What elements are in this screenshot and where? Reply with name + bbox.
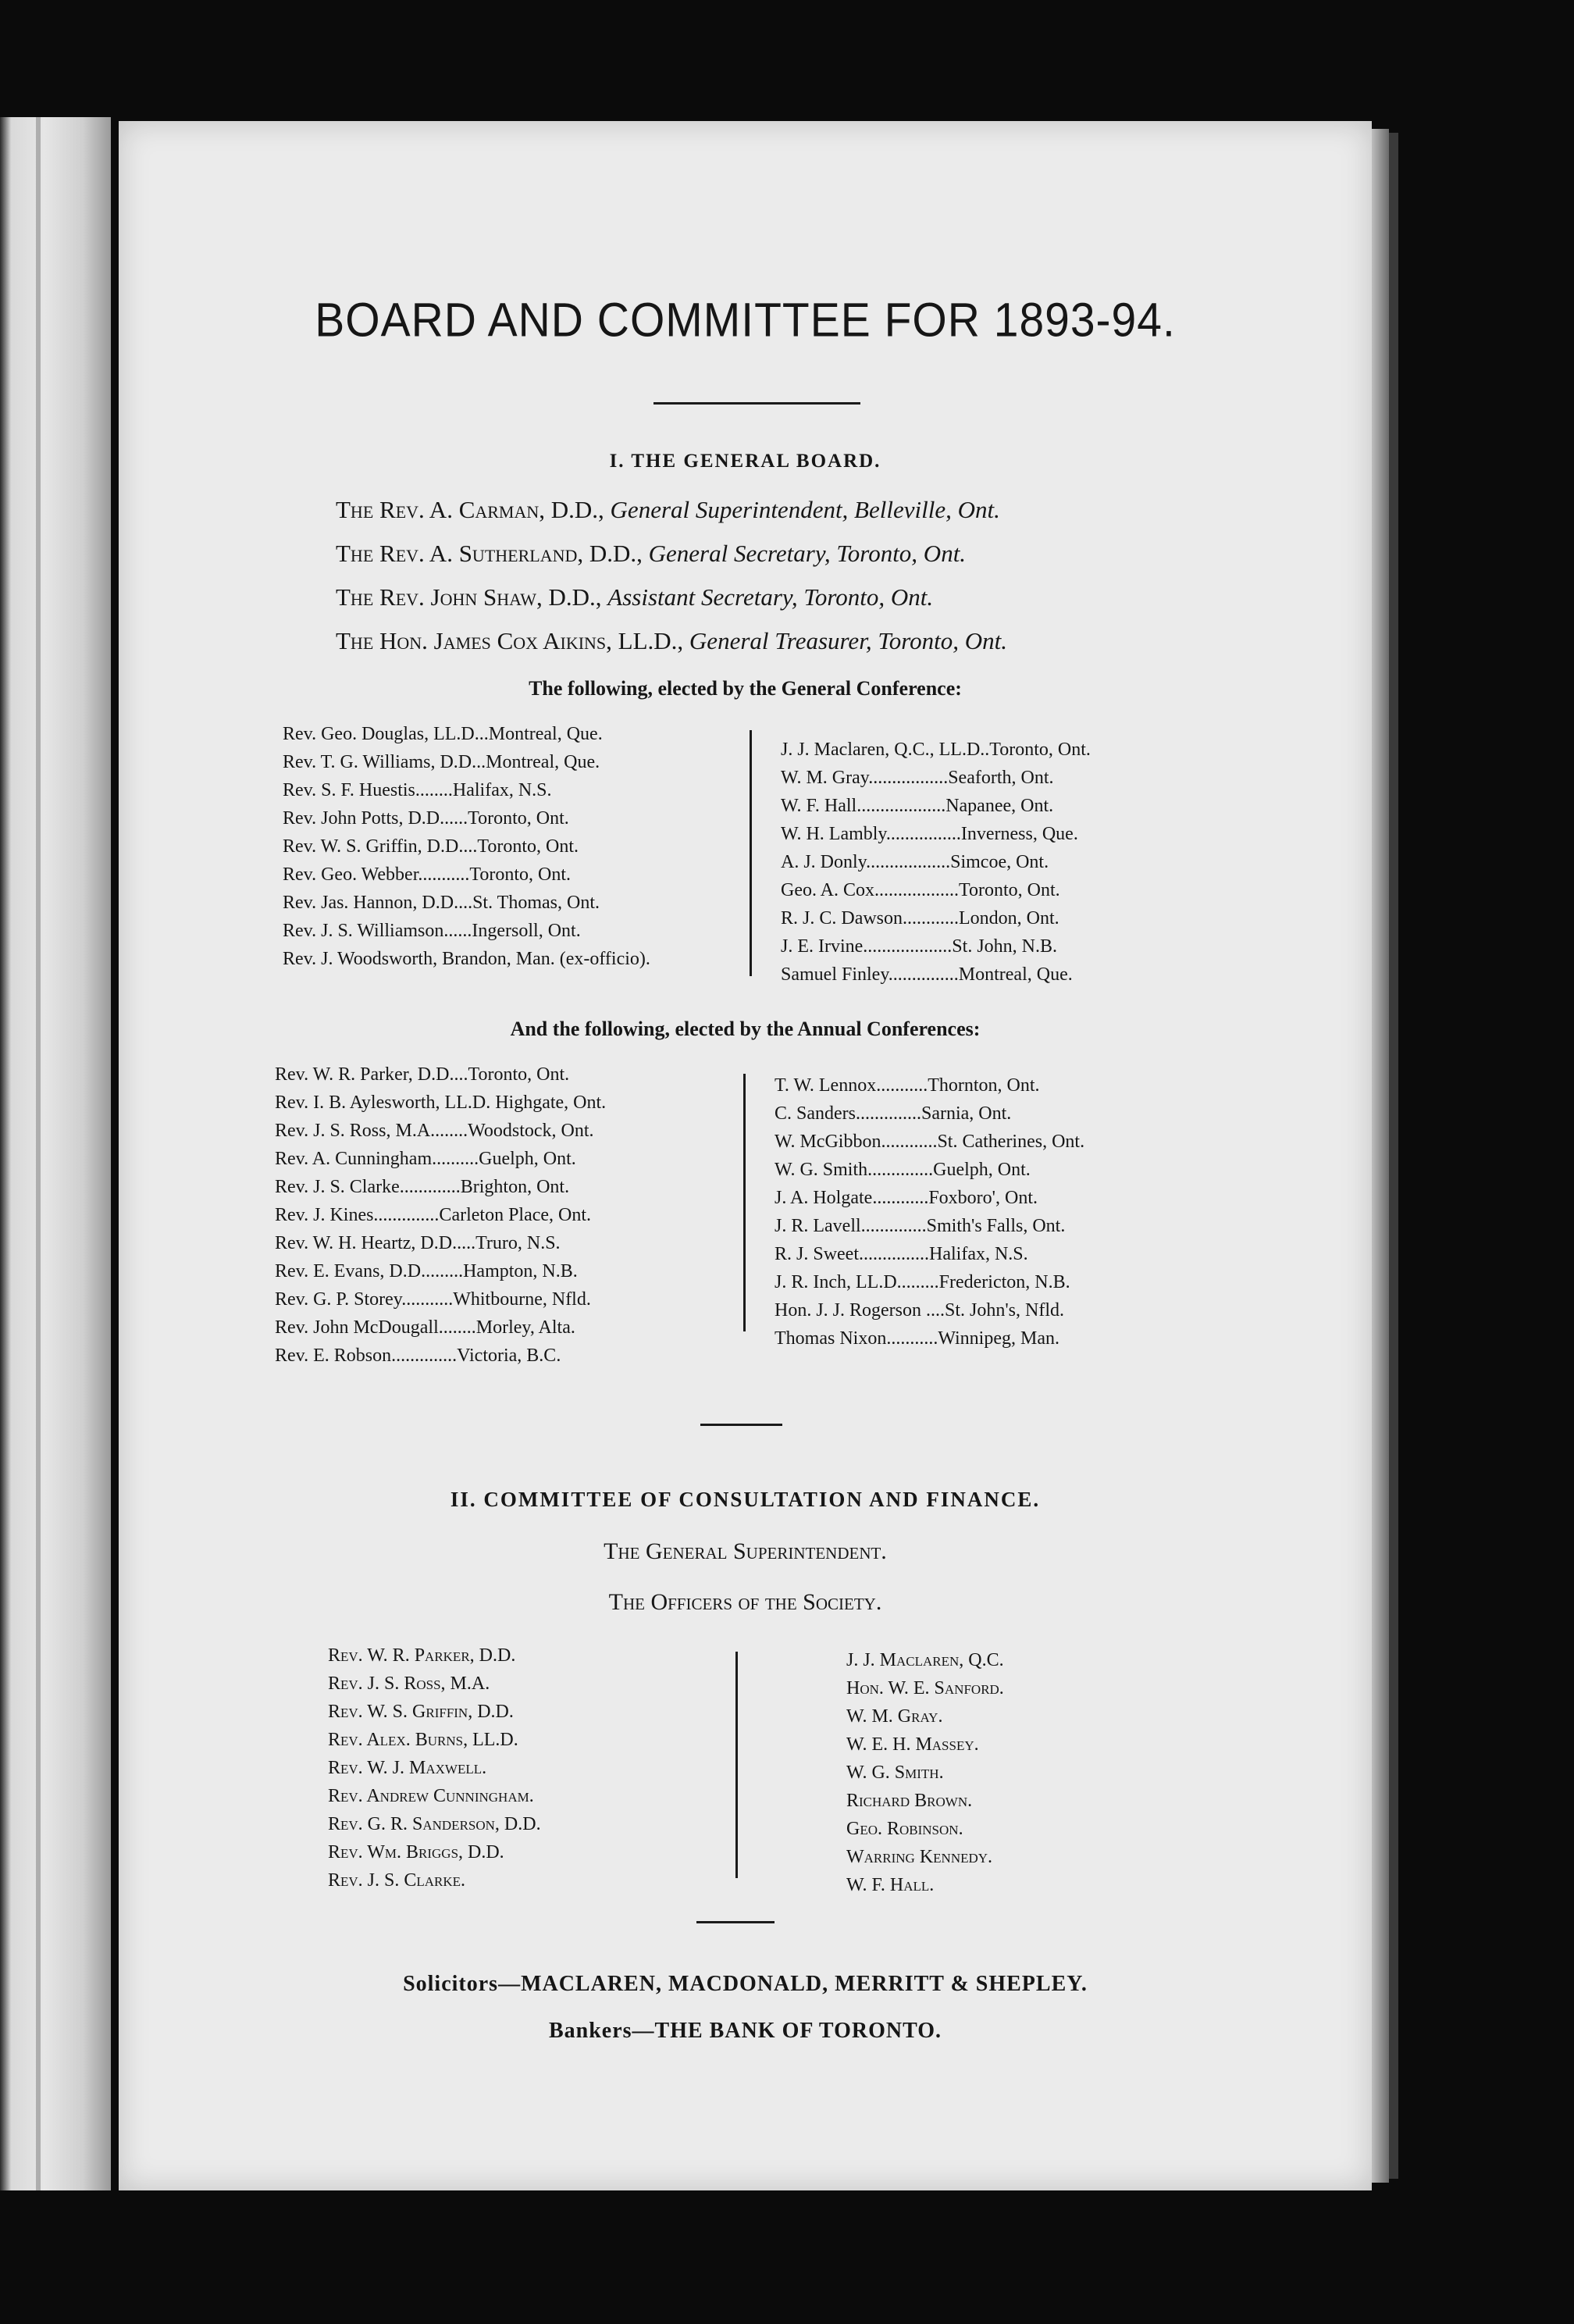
general-conference-heading: The following, elected by the General Conference: [529,677,962,700]
annual-left-member: Rev. W. H. Heartz, D.D.....Truro, N.S. [275,1233,561,1253]
officer-2 [336,540,966,568]
committee-column-divider [735,1652,738,1878]
page-edge-shadow [1389,133,1398,2179]
general-column-divider [750,730,752,976]
committee-left-member: Rev. Alex. Burns, LL.D. [328,1730,518,1750]
annual-left-member: Rev. E. Evans, D.D.........Hampton, N.B. [275,1261,578,1281]
annual-left-member: Rev. I. B. Aylesworth, LL.D. Highgate, Ont. [275,1092,607,1113]
officer-4-name: The Hon. James Cox Aikins, LL.D., [336,627,684,654]
general-left-member: Rev. Geo. Webber...........Toronto, Ont. [283,864,571,885]
general-right-member: Geo. A. Cox..................Toronto, Ont. [781,880,1060,900]
committee-left-member: Rev. W. S. Griffin, D.D. [328,1702,514,1722]
general-superintendent-line: The General Superintendent. [604,1538,887,1564]
officer-1-name: The Rev. A. Carman, D.D., [336,496,604,523]
committee-left-member: Rev. J. S. Clarke. [328,1870,466,1891]
annual-right-member: Hon. J. J. Rogerson ....St. John's, Nfld. [775,1300,1065,1321]
committee-right-member: Warring Kennedy. [846,1847,993,1867]
committee-right-member: Richard Brown. [846,1791,973,1811]
document-page [119,121,1372,2190]
officer-4 [336,627,1007,655]
officer-3-role: Assistant Secretary, Toronto, Ont. [607,583,934,611]
section2-heading: II. COMMITTEE OF CONSULTATION AND FINANCE. [450,1488,1041,1511]
annual-column-divider [743,1074,746,1331]
officer-4-role: General Treasurer, Toronto, Ont. [689,627,1007,654]
officer-2-role: General Secretary, Toronto, Ont. [648,540,967,567]
annual-right-member: J. R. Lavell..............Smith's Falls, Ont. [775,1216,1066,1236]
officers-of-society-line: The Officers of the Society. [608,1589,882,1615]
annual-left-member: Rev. A. Cunningham..........Guelph, Ont. [275,1149,576,1169]
officer-1-role: General Superintendent, Belleville, Ont. [610,496,1000,523]
general-left-member: Rev. S. F. Huestis........Halifax, N.S. [283,780,552,800]
annual-right-member: Thomas Nixon...........Winnipeg, Man. [775,1328,1059,1349]
general-left-member: Rev. T. G. Williams, D.D...Montreal, Que. [283,752,600,772]
officer-2-name: The Rev. A. Sutherland, D.D., [336,540,643,567]
general-right-member: R. J. C. Dawson............London, Ont. [781,908,1059,929]
committee-right-member: W. G. Smith. [846,1763,944,1783]
annual-left-member: Rev. E. Robson..............Victoria, B.C. [275,1346,561,1366]
general-left-member: Rev. J. S. Williamson......Ingersoll, Ont. [283,921,581,941]
general-left-member: Rev. Geo. Douglas, LL.D...Montreal, Que. [283,724,603,744]
annual-right-member: W. G. Smith..............Guelph, Ont. [775,1160,1031,1180]
committee-left-member: Rev. W. R. Parker, D.D. [328,1645,516,1666]
title-rule [653,402,860,405]
annual-left-member: Rev. J. S. Clarke.............Brighton, Ont. [275,1177,570,1197]
annual-right-member: R. J. Sweet...............Halifax, N.S. [775,1244,1028,1264]
committee-left-member: Rev. J. S. Ross, M.A. [328,1673,490,1694]
annual-conferences-heading: And the following, elected by the Annual Conferences: [510,1018,981,1040]
committee-left-member: Rev. Andrew Cunningham. [328,1786,534,1806]
general-left-member: Rev. Jas. Hannon, D.D....St. Thomas, Ont. [283,893,600,913]
left-page-edge [0,117,111,2190]
annual-right-member: C. Sanders..............Sarnia, Ont. [775,1103,1012,1124]
general-right-member: W. M. Gray.................Seaforth, Ont. [781,768,1054,788]
general-left-member: Rev. J. Woodsworth, Brandon, Man. (ex-officio). [283,949,650,969]
annual-right-member: J. A. Holgate............Foxboro', Ont. [775,1188,1038,1208]
officer-3 [336,583,933,611]
section1-heading: I. THE GENERAL BOARD. [609,451,881,472]
general-right-member: J. J. Maclaren, Q.C., LL.D..Toronto, Ont. [781,740,1091,760]
general-right-member: W. H. Lambly................Inverness, Que. [781,824,1078,844]
general-right-member: W. F. Hall...................Napanee, Ont. [781,796,1054,816]
annual-left-member: Rev. J. Kines..............Carleton Place, Ont. [275,1205,592,1225]
committee-left-member: Rev. W. J. Maxwell. [328,1758,487,1778]
footer-rule [696,1921,775,1923]
officer-3-name: The Rev. John Shaw, D.D., [336,583,602,611]
committee-right-member: J. J. Maclaren, Q.C. [846,1650,1004,1670]
general-right-member: Samuel Finley...............Montreal, Que. [781,964,1073,985]
committee-right-member: Geo. Robinson. [846,1819,963,1839]
bankers-line: Bankers—THE BANK OF TORONTO. [548,2019,942,2043]
committee-left-member: Rev. G. R. Sanderson, D.D. [328,1814,541,1834]
officer-1 [336,496,1000,524]
solicitors-line: Solicitors—MACLAREN, MACDONALD, MERRITT & SHEPLEY. [403,1972,1088,1996]
annual-left-member: Rev. J. S. Ross, M.A........Woodstock, Ont. [275,1121,594,1141]
committee-left-member: Rev. Wm. Briggs, D.D. [328,1842,504,1862]
general-right-member: J. E. Irvine...................St. John, N.B. [781,936,1057,957]
annual-left-member: Rev. W. R. Parker, D.D....Toronto, Ont. [275,1064,570,1085]
page-title: BOARD AND COMMITTEE FOR 1893-94. [315,293,1176,348]
annual-right-member: W. McGibbon............St. Catherines, Ont. [775,1132,1085,1152]
section-divider-rule [700,1424,782,1426]
general-left-member: Rev. W. S. Griffin, D.D....Toronto, Ont. [283,836,579,857]
committee-right-member: Hon. W. E. Sanford. [846,1678,1004,1698]
page-edge [1372,129,1389,2183]
committee-right-member: W. E. H. Massey. [846,1734,979,1755]
annual-left-member: Rev. John McDougall........Morley, Alta. [275,1317,575,1338]
committee-right-member: W. F. Hall. [846,1875,935,1895]
annual-left-member: Rev. G. P. Storey...........Whitbourne, Nfld. [275,1289,591,1310]
general-right-member: A. J. Donly..................Simcoe, Ont. [781,852,1049,872]
committee-right-member: W. M. Gray. [846,1706,943,1727]
annual-right-member: J. R. Inch, LL.D.........Fredericton, N.B. [775,1272,1070,1292]
annual-right-member: T. W. Lennox...........Thornton, Ont. [775,1075,1040,1096]
general-left-member: Rev. John Potts, D.D......Toronto, Ont. [283,808,569,829]
